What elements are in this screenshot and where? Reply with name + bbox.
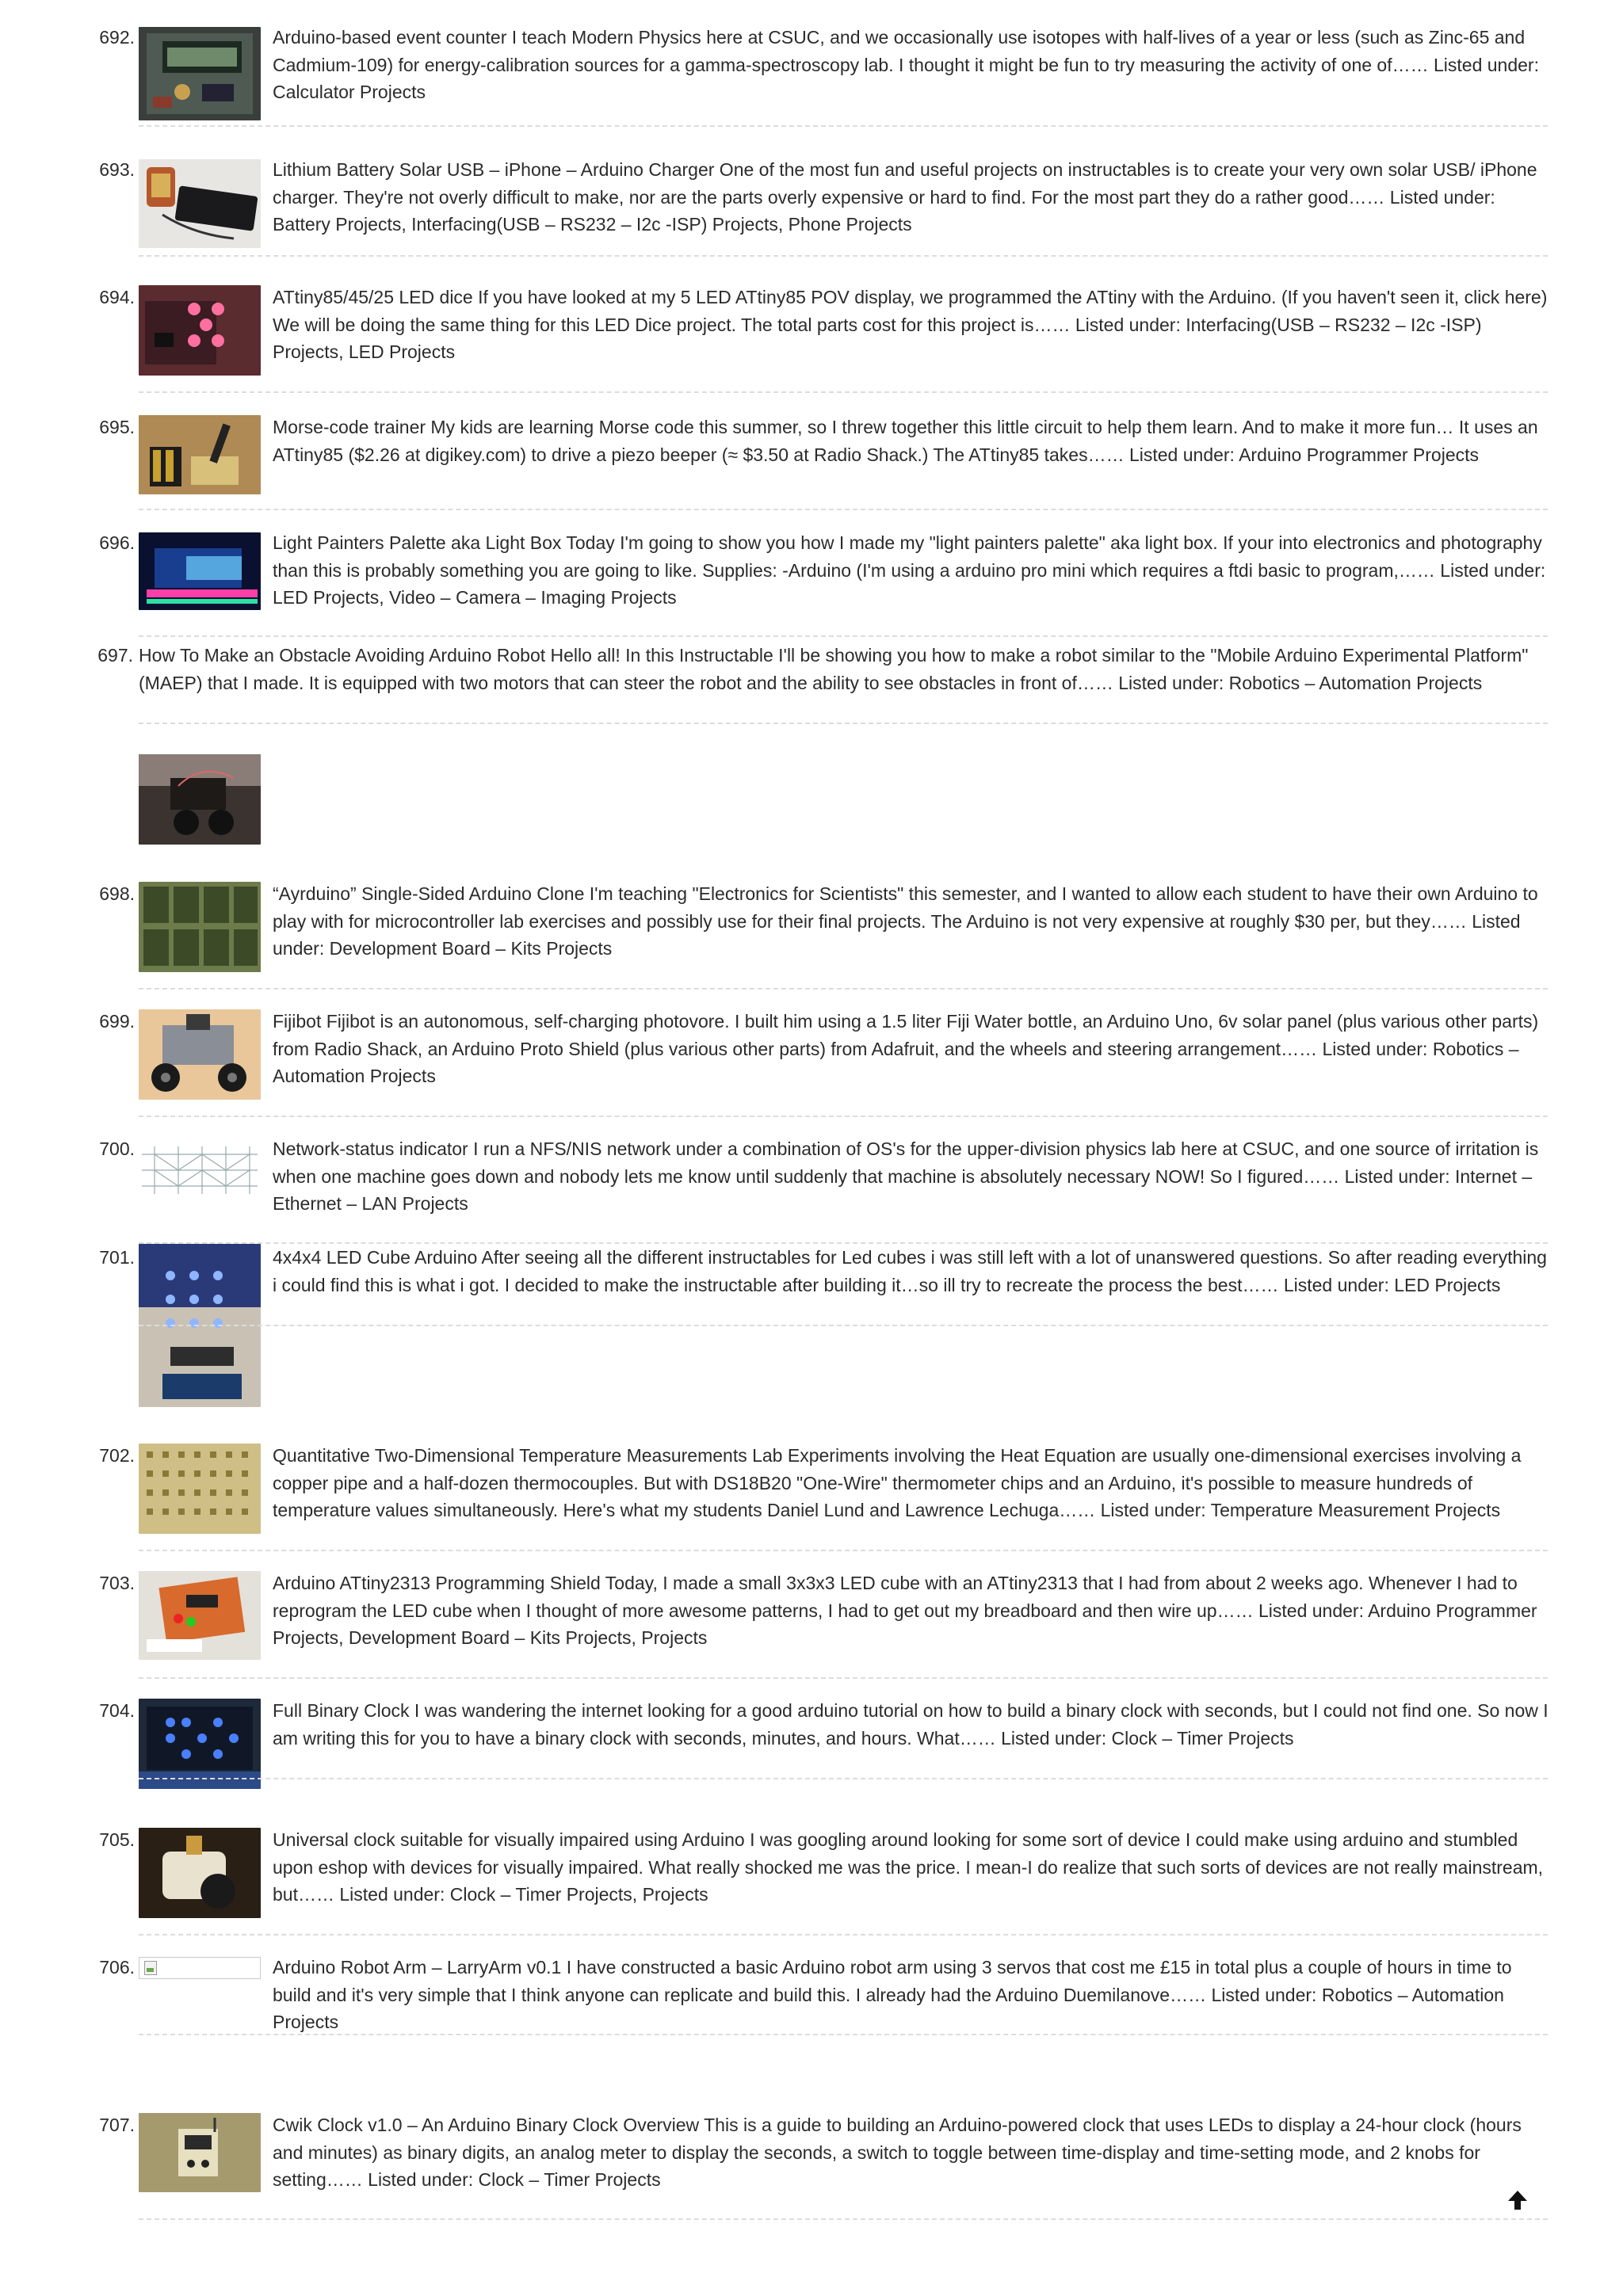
divider [139, 723, 1548, 724]
divider [139, 635, 1548, 637]
item-number: 705. [99, 1829, 135, 1850]
divider [139, 509, 1548, 510]
cwik-clock-image [139, 2113, 261, 2192]
divider [139, 1325, 1548, 1326]
item-thumbnail[interactable] [139, 1009, 261, 1100]
item-description[interactable]: Morse-code trainer My kids are learning Morse code this summer, so I threw together this little circuit to help them learn. And to make it more fun… It uses an ATtiny85 ($2.26 at digikey.com) to drive a piezo beeper (≈ $3.50 at Radio Shack.) The ATtiny85 takes…… Listed under: Arduino Programmer Projects [273, 417, 1538, 465]
item-thumbnail[interactable] [139, 2113, 261, 2192]
item-description[interactable]: Lithium Battery Solar USB – iPhone – Arduino Charger One of the most fun and useful projects on instructables is to create your very own solar USB/ iPhone charger. They're not overly difficult to make, nor are the parts overly expensive or hard to find. For the most part they do a rather good…… Listed under: Battery Projects, Interfacing(USB – RS232 – I2c -ISP) Projects, Phone Projects [273, 159, 1537, 235]
divider [139, 1677, 1548, 1679]
item-thumbnail[interactable] [139, 882, 261, 972]
obstacle-robot-image [139, 754, 261, 845]
item-number: 701. [99, 1247, 135, 1268]
item-description[interactable]: ATtiny85/45/25 LED dice If you have looked at my 5 LED ATtiny85 POV display, we programmed the ATtiny with the Arduino. (If you haven't seen it, click here) We will be doing the same thing for this LED Dice project. The total parts cost for this project is…… Listed under: Interfacing(USB – RS232 – I2c -ISP) Projects, LED Projects [273, 287, 1548, 362]
morse-trainer-image [139, 415, 261, 494]
divider [139, 255, 1548, 257]
item-description[interactable]: Arduino-based event counter I teach Modern Physics here at CSUC, and we occasionally use isotopes with half-lives of a year or less (such as Zinc-65 and Cadmium-109) for energy-calibration sources for a gamma-spectroscopy lab. I thought it might be fun to try measuring the activity of one of…… Listed under: Calculator Projects [273, 27, 1539, 102]
item-number: 694. [99, 287, 135, 307]
binary-clock-image [139, 1699, 261, 1789]
item-description[interactable]: Fijibot Fijibot is an autonomous, self-charging photovore. I built him using a 1.5 liter Fiji Water bottle, an Arduino Uno, 6v solar panel (plus various other parts) from Radio Shack, an Arduino Proto Shield (plus various other parts) from Adafruit, and the wheels and steering arrangement…… Listed under: Robotics – Automation Projects [273, 1011, 1539, 1086]
item-number: 703. [99, 1573, 135, 1593]
solar-charger-image [139, 159, 261, 248]
divider [139, 1116, 1548, 1117]
universal-clock-image [139, 1828, 261, 1918]
item-number: 698. [99, 883, 135, 904]
item-description[interactable]: Universal clock suitable for visually impaired using Arduino I was googling around looking for some sort of device I could make using arduino and stumbled upon eshop with devices for visually impaired. What really shocked me was the price. I mean-I do realize that such sorts of devices are not really mainstream, but…… Listed under: Clock – Timer Projects, Projects [273, 1829, 1544, 1905]
item-thumbnail[interactable] [139, 1699, 261, 1789]
item-thumbnail[interactable] [139, 1828, 261, 1918]
item-description[interactable]: Arduino ATtiny2313 Programming Shield Today, I made a small 3x3x3 LED cube with an ATtiny2313 that I had from about 2 weeks ago. Whenever I had to reprogram the LED cube when I thought of more awesome patterns, I had to get out my breadboard and then wire up…… Listed under: Arduino Programmer Projects, Development Board – Kits Projects, Projects [273, 1573, 1537, 1648]
item-description[interactable]: Network-status indicator I run a NFS/NIS network under a combination of OS's for the upper-division physics lab here at CSUC, and one source of irritation is when one machine goes down and nobody lets me know until suddenly that machine is absolutely necessary NOW! So I figured…… Listed under: Internet – Ethernet – LAN Projects [273, 1138, 1539, 1214]
item-thumbnail[interactable] [139, 1138, 261, 1202]
divider [139, 125, 1548, 127]
item-number: 693. [99, 159, 135, 180]
item-thumbnail[interactable] [139, 532, 261, 610]
item-number: 700. [99, 1138, 135, 1159]
divider [139, 988, 1548, 990]
divider [139, 2034, 1548, 2035]
item-number: 707. [99, 2115, 135, 2135]
item-number: 696. [99, 532, 135, 553]
item-thumbnail[interactable] [139, 1571, 261, 1660]
arrow-up-icon[interactable] [1506, 2188, 1529, 2212]
divider [139, 1778, 1548, 1779]
item-description[interactable]: Light Painters Palette aka Light Box Today I'm going to show you how I made my "light painters palette" aka light box. If your into electronics and photography than this is probably something you are going to like. Supplies: -Arduino (I'm using a arduino pro mini which requires a ftdi basic to program,…… Listed under: LED Projects, Video – Camera – Imaging Projects [273, 532, 1546, 608]
broken-image-glyph [144, 1961, 157, 1975]
ayrduino-boards-image [139, 882, 261, 972]
attiny-shield-image [139, 1571, 261, 1660]
item-description[interactable]: Full Binary Clock I was wandering the internet looking for a good arduino tutorial on how to build a binary clock with seconds, but I could not find one. So now I am writing this for you to have a binary clock with seconds, minutes, and hours. What…… Listed under: Clock – Timer Projects [273, 1700, 1549, 1749]
network-indicator-image [139, 1138, 261, 1202]
item-number: 704. [99, 1700, 135, 1721]
item-number: 697. [97, 645, 133, 666]
temperature-grid-image [139, 1444, 261, 1534]
item-description[interactable]: 4x4x4 LED Cube Arduino After seeing all the different instructables for Led cubes i was still left with a lot of unanswered questions. So after reading everything i could find this is what i got. I decided to make the instructable after building it…so ill try to recreate the process the best…… Listed under: LED Projects [273, 1247, 1547, 1295]
item-thumbnail[interactable] [139, 415, 261, 494]
item-number: 692. [99, 27, 135, 48]
item-thumbnail[interactable] [139, 285, 261, 376]
event-counter-image [139, 27, 261, 120]
item-description[interactable]: Cwik Clock v1.0 – An Arduino Binary Clock Overview This is a guide to building an Arduino-powered clock that uses LEDs to display a 24-hour clock (hours and minutes) as binary digits, an analog meter to display the seconds, a switch to toggle between time-display and time-setting mode, and 2 knobs for setting…… Listed under: Clock – Timer Projects [273, 2115, 1522, 2190]
fijibot-image [139, 1009, 261, 1100]
item-number: 706. [99, 1957, 135, 1978]
item-description[interactable]: How To Make an Obstacle Avoiding Arduino Robot Hello all! In this Instructable I'll be showing you how to make a robot similar to the "Mobile Arduino Experimental Platform" (MAEP) that I made. It is equipped with two motors that can steer the robot and the ability to see obstacles in front of…… Listed under: Robotics – Automation Projects [139, 645, 1529, 693]
item-thumbnail[interactable] [139, 754, 261, 845]
scroll-top-arrow [1506, 2188, 1529, 2212]
light-box-image [139, 532, 261, 610]
broken-image-icon[interactable] [139, 1957, 261, 1979]
item-number: 695. [99, 417, 135, 437]
item-number: 699. [99, 1011, 135, 1032]
item-description[interactable]: “Ayrduino” Single-Sided Arduino Clone I'm teaching "Electronics for Scientists" this semester, and I wanted to allow each student to have their own Arduino to play with for microcontroller lab exercises and possibly use for their final projects. The Arduino is not very expensive at roughly $30 per, but they…… Listed under: Development Board – Kits Projects [273, 883, 1538, 959]
item-thumbnail[interactable] [139, 27, 261, 120]
item-description[interactable]: Quantitative Two-Dimensional Temperature Measurements Lab Experiments involving the Heat Equation are usually one-dimensional exercises involving a copper pipe and a half-dozen thermocouples. But with DS18B20 "One-Wire" thermometer chips and an Arduino, it's possible to measure hundreds of temperature values simultaneously. Here's what my students Daniel Lund and Lawrence Lechuga…… Listed under: Temperature Measurement Projects [273, 1445, 1522, 1520]
item-thumbnail[interactable] [139, 159, 261, 248]
item-thumbnail[interactable] [139, 1444, 261, 1534]
divider [139, 2218, 1548, 2220]
divider [139, 391, 1548, 393]
item-number: 702. [99, 1445, 135, 1466]
led-dice-image [139, 285, 261, 376]
item-description[interactable]: Arduino Robot Arm – LarryArm v0.1 I have constructed a basic Arduino robot arm using 3 servos that cost me £15 in total plus a couple of hours in time to build and it's very simple that I think anyone can replicate and build this. I already had the Arduino Duemilanove…… Listed under: Robotics – Automation Projects [273, 1957, 1512, 2032]
divider [139, 1550, 1548, 1551]
divider [139, 1934, 1548, 1936]
